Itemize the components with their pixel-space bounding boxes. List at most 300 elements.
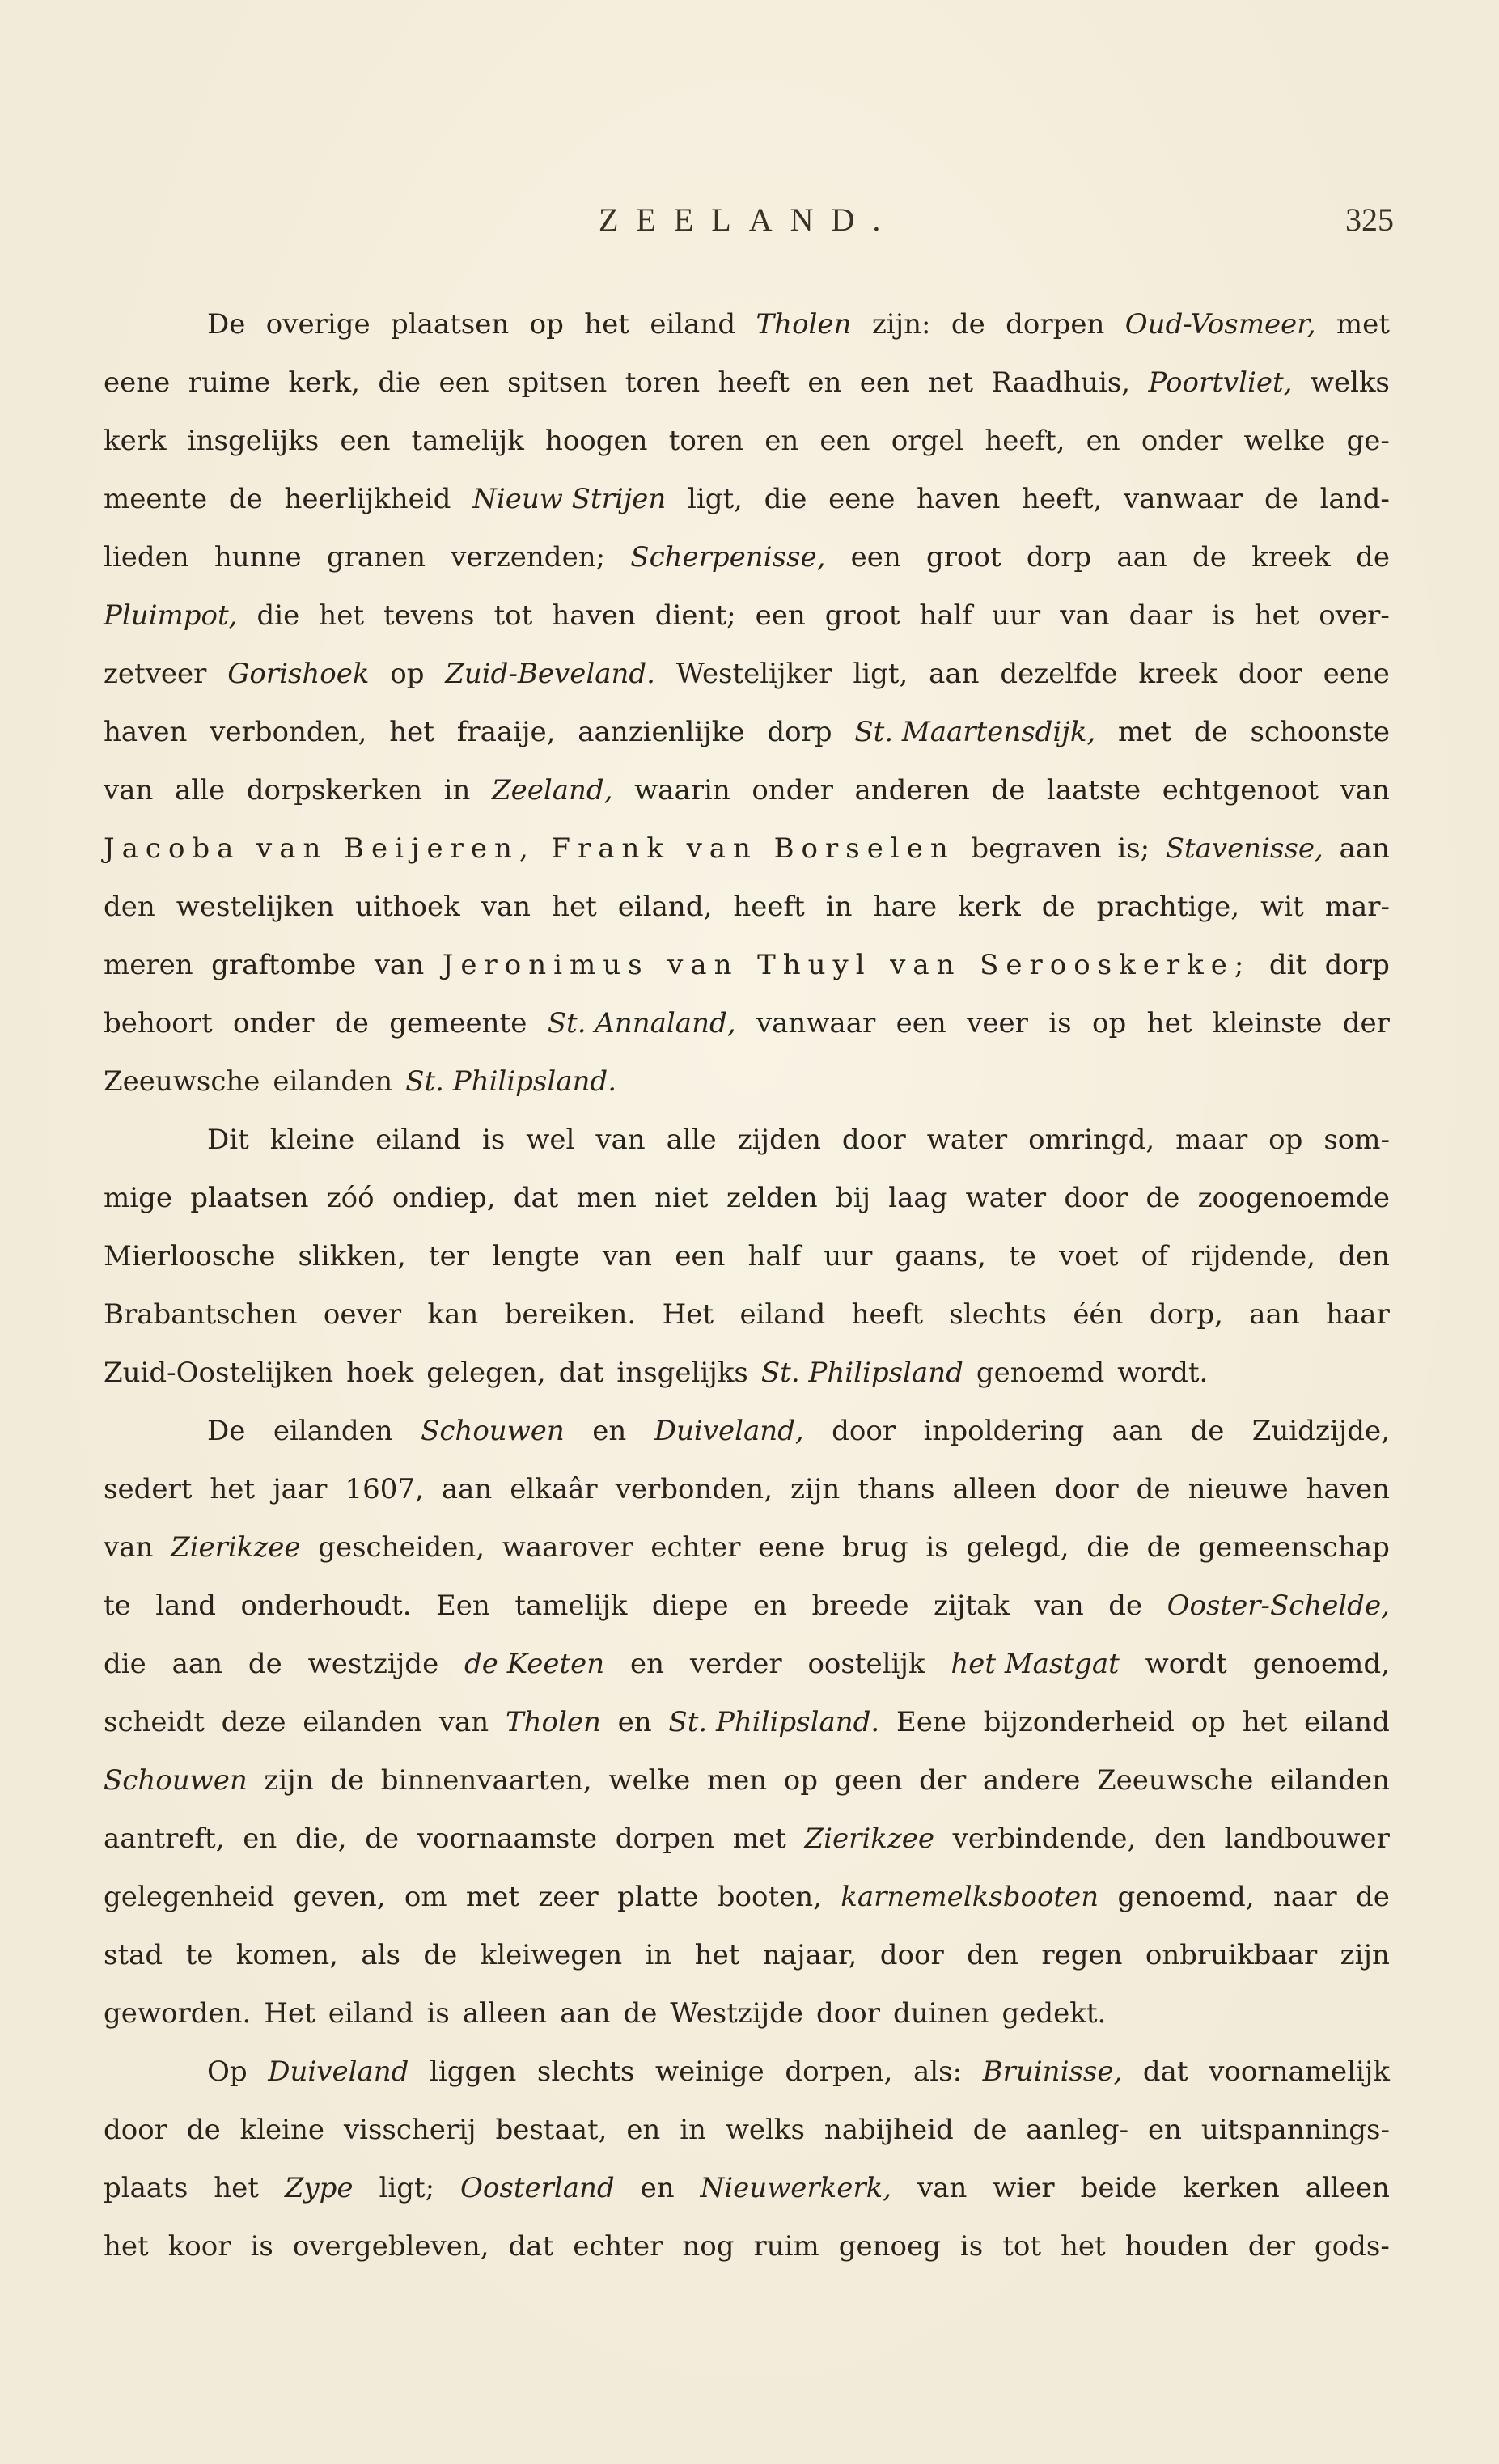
word: brug (842, 1531, 908, 1564)
word: welks (1310, 366, 1390, 399)
word: op (529, 308, 564, 341)
word: ruime (188, 366, 271, 399)
word: genoemd, (1117, 1881, 1255, 1913)
italic-word: Oud-Vosmeer, (1124, 308, 1316, 341)
italic-word: Schouwen (421, 1415, 565, 1447)
word: van (595, 1124, 646, 1156)
word: Zuidzijde, (1251, 1415, 1390, 1447)
italic-word: Zuid-Beveland. (445, 658, 655, 690)
word: eiland (650, 308, 736, 341)
word: ligt, (687, 483, 743, 515)
word: slechts (536, 2055, 635, 2088)
italic-word: Tholen (505, 1706, 601, 1738)
word: uithoek (355, 891, 460, 923)
word: geen (834, 1764, 903, 1797)
word: op (1191, 1706, 1226, 1738)
word: rijdende, (1190, 1240, 1315, 1272)
word: de (1264, 483, 1298, 515)
word: gemeente (389, 1007, 527, 1039)
italic-word: de Keeten (464, 1648, 605, 1680)
word: eene (104, 366, 171, 399)
word: eilanden (1270, 1764, 1390, 1797)
word: eiland (328, 1997, 414, 2030)
word: is (959, 2230, 984, 2263)
word: daar (1128, 599, 1193, 632)
word: de (623, 1997, 658, 2030)
word: van (481, 891, 531, 923)
word: sedert (104, 1473, 193, 1505)
word: Westzijde (670, 1997, 804, 2030)
word: de (1146, 1531, 1181, 1564)
word: regen (1041, 1939, 1123, 1971)
word: alleen (952, 1473, 1037, 1505)
word: bijzonderheid (983, 1706, 1175, 1738)
word: zijn: (871, 308, 931, 341)
word: en (592, 1415, 627, 1447)
word: zoogenoemde (1197, 1182, 1390, 1214)
word: in (825, 891, 853, 923)
word: is (250, 2230, 273, 2263)
word: naar (1272, 1881, 1337, 1913)
word: der (919, 1764, 967, 1797)
word: meente (104, 483, 208, 515)
word: heeft (851, 1298, 924, 1331)
word: eilanden (273, 1415, 393, 1447)
word: tot (493, 599, 533, 632)
word: bereiken. (504, 1298, 637, 1331)
word: de (334, 1007, 369, 1039)
word: 1607, (345, 1473, 424, 1505)
word: en (630, 1648, 665, 1680)
word: dat (508, 2230, 554, 2263)
word: najaar, (762, 1939, 857, 1971)
italic-word: St. Philipsland (760, 1357, 963, 1389)
word: deze (221, 1706, 286, 1738)
word: westzijde (307, 1648, 439, 1680)
word: dat (1142, 2055, 1188, 2088)
word: ruim (753, 2230, 819, 2263)
word: aan (1112, 1415, 1163, 1447)
italic-word: St. Philipsland. (405, 1065, 616, 1098)
text-line (104, 354, 1390, 412)
spaced-name-word: van (256, 832, 328, 865)
word: onbruikbaar (1145, 1939, 1318, 1971)
word: tamelijk (514, 1590, 628, 1622)
text-line (104, 1111, 1390, 1169)
word: en (617, 1706, 652, 1738)
word: aan (171, 1648, 223, 1680)
word: van (1340, 774, 1390, 807)
word: zelden (726, 1182, 818, 1214)
word: die (104, 1648, 146, 1680)
word: der (1247, 2230, 1295, 2263)
word: den (1338, 1240, 1390, 1272)
word: komen, (235, 1939, 338, 1971)
word: dorp (1324, 949, 1390, 981)
word: toren (668, 425, 744, 457)
word: de (365, 1823, 400, 1855)
word: gelegenheid (104, 1881, 275, 1913)
word: overgebleven, (292, 2230, 489, 2263)
word: door (1064, 1182, 1128, 1214)
word: en (243, 1823, 277, 1855)
word: de (1356, 541, 1390, 574)
word: dezelfde (1000, 658, 1118, 690)
word: in (443, 774, 471, 807)
word: alleen (462, 1997, 548, 2030)
word: als (361, 1939, 400, 1971)
text-line (104, 1577, 1390, 1635)
word: eene (1323, 658, 1390, 690)
word: laag (888, 1182, 948, 1214)
word: één (1073, 1298, 1124, 1331)
word: zijn (790, 1473, 841, 1505)
word: het (1061, 2230, 1106, 2263)
word: zijn (1340, 1939, 1390, 1971)
word: van (602, 1240, 653, 1272)
page-number: 325 (1345, 201, 1394, 238)
word: zijn (264, 1764, 314, 1797)
word: voet (1059, 1240, 1119, 1272)
word: dorpen (1006, 308, 1105, 341)
italic-word: Zeeland, (492, 774, 613, 807)
page-header (0, 201, 1499, 249)
word: landbouwer (1224, 1823, 1390, 1855)
word: hoogen (544, 425, 648, 457)
word: anderen (854, 774, 970, 807)
text-line (104, 761, 1390, 819)
word: kerk, (288, 366, 360, 399)
word: als: (913, 2055, 963, 2088)
word: op (390, 658, 425, 690)
word: half (919, 599, 973, 632)
word: die (256, 599, 300, 632)
word: verbindende, (952, 1823, 1137, 1855)
italic-word: Bruinisse, (982, 2055, 1123, 2088)
word: dit (1268, 949, 1307, 981)
word: de (330, 1764, 365, 1797)
word: slechts (949, 1298, 1047, 1331)
word: van (438, 1706, 489, 1738)
word: voornaamste (417, 1823, 598, 1855)
word: heerlijkheid (284, 483, 451, 515)
word: uitspannings- (1200, 2114, 1390, 2146)
spaced-name-word: van (890, 949, 962, 981)
word: hunne (214, 541, 302, 574)
word: gaans, (895, 1240, 986, 1272)
word: Mierloosche (104, 1240, 276, 1272)
word: de (991, 774, 1026, 807)
word: door (832, 1415, 896, 1447)
word: ligt; (379, 2172, 435, 2204)
word: graftombe (211, 949, 357, 981)
word: van (104, 1531, 154, 1564)
word: diepe (651, 1590, 729, 1622)
word: men (576, 1182, 637, 1214)
word: andere (982, 1764, 1081, 1797)
word: is (1212, 599, 1235, 632)
word: het (319, 599, 364, 632)
word: op (1092, 1007, 1127, 1039)
word: lengte (492, 1240, 580, 1272)
text-line (104, 1402, 1390, 1460)
word: eilanden (273, 1065, 393, 1098)
word: het (104, 2230, 149, 2263)
word: den (1154, 1823, 1206, 1855)
word: met (465, 1881, 519, 1913)
word: uur (824, 1240, 873, 1272)
word: het (552, 891, 597, 923)
word: zijtak (934, 1590, 1010, 1622)
word: en (626, 2114, 661, 2146)
word: dat (513, 1182, 559, 1214)
word: de (186, 2114, 221, 2146)
word: heeft, (1022, 483, 1103, 515)
word: Het (662, 1298, 714, 1331)
word: haven (104, 716, 188, 748)
word: het (1242, 1706, 1288, 1738)
word: breede (811, 1590, 909, 1622)
word: gemeenschap (1198, 1531, 1390, 1564)
word: en (1147, 2114, 1182, 2146)
word: zóó (326, 1182, 375, 1214)
word: het (584, 308, 629, 341)
word: gelegd, (966, 1531, 1069, 1564)
spaced-name-word: Jacoba (104, 832, 241, 865)
word: onder (233, 1007, 315, 1039)
word: vanwaar (1124, 483, 1243, 515)
word: aan (929, 658, 980, 690)
spaced-name-word: Borselen (773, 832, 955, 865)
italic-word: Scherpenisse, (630, 541, 826, 574)
word: wordt. (1117, 1357, 1209, 1389)
word: de (972, 2114, 1007, 2146)
word: overige (265, 308, 371, 341)
text-line (104, 936, 1390, 994)
text-line (104, 2101, 1390, 2159)
text-line (104, 878, 1390, 936)
word: de (1136, 1473, 1171, 1505)
spaced-name-word: Jeronimus (442, 949, 650, 981)
word: de (1192, 541, 1226, 574)
word: haven (1306, 1473, 1390, 1505)
word: niet (654, 1182, 709, 1214)
spaced-name-word: Frank (551, 832, 671, 865)
word: dorpskerken (246, 774, 423, 807)
word: zeer (538, 1881, 599, 1913)
word: schoonste (1250, 716, 1390, 748)
word: kan (427, 1298, 479, 1331)
word: het (1254, 599, 1300, 632)
italic-word: Stavenisse, (1165, 832, 1323, 865)
spaced-name-word: van (686, 832, 758, 865)
word: door (1054, 1473, 1119, 1505)
text-line (104, 586, 1390, 645)
word: mige (104, 1182, 172, 1214)
word: heeft, (985, 425, 1065, 457)
word: wordt (1145, 1648, 1227, 1680)
word: met (1336, 308, 1390, 341)
word: beide (1080, 2172, 1158, 2204)
word: is; (1117, 832, 1150, 865)
text-line (104, 2217, 1390, 2276)
word: is (1048, 1007, 1072, 1039)
word: houden (1124, 2230, 1229, 2263)
word: om (404, 1881, 447, 1913)
spaced-name-word: Serooskerke; (980, 949, 1251, 981)
word: het (1146, 1007, 1192, 1039)
word: oever (323, 1298, 402, 1331)
word: wel (526, 1124, 575, 1156)
word: lieden (104, 541, 189, 574)
word: Brabantschen (104, 1298, 298, 1331)
word: en (1086, 425, 1120, 457)
word: tot (1002, 2230, 1042, 2263)
word: onder (752, 774, 833, 807)
word: de (1193, 716, 1228, 748)
word: gelegen, (426, 1357, 546, 1389)
italic-word: Gorishoek (227, 658, 370, 690)
word: door (1238, 658, 1302, 690)
italic-word: Oosterland (460, 2172, 615, 2204)
word: scheidt (104, 1706, 205, 1738)
word: geven, (293, 1881, 386, 1913)
word: koor (167, 2230, 231, 2263)
word: welke (1243, 425, 1326, 457)
word: waarin (634, 774, 730, 807)
word: van (374, 949, 425, 981)
word: Zeeuwsche (1097, 1764, 1254, 1797)
word: het (210, 1473, 256, 1505)
text-line (104, 703, 1390, 761)
word: genoemd, (1252, 1648, 1390, 1680)
text-line (104, 819, 1390, 878)
word: tamelijk (411, 425, 524, 457)
word: begraven (971, 832, 1102, 865)
word: dorp, (1149, 1298, 1223, 1331)
word: door (104, 2114, 167, 2146)
text-line (104, 1693, 1390, 1751)
word: de (951, 308, 985, 341)
word: van (1034, 1590, 1084, 1622)
text-line (104, 412, 1390, 470)
word: die (378, 366, 421, 399)
word: de (423, 1939, 458, 1971)
word: uur (992, 599, 1041, 632)
word: nog (682, 2230, 735, 2263)
word: De (207, 1415, 246, 1447)
italic-word: St. Philipsland. (668, 1706, 880, 1738)
word: genoemd (976, 1357, 1105, 1389)
word: ge- (1346, 425, 1390, 457)
word: hare (873, 891, 938, 923)
word: orgel (891, 425, 964, 457)
word: water (926, 1124, 1008, 1156)
word: Zeeuwsche (104, 1065, 260, 1098)
word: ondiep, (392, 1182, 496, 1214)
word: eene (758, 1531, 825, 1564)
word: aantreft, (104, 1823, 225, 1855)
word: het (389, 716, 434, 748)
word: is (925, 1531, 949, 1564)
italic-word: Zierikzee (171, 1531, 301, 1564)
word: net (928, 366, 974, 399)
word: haar (1326, 1298, 1390, 1331)
word: kerken (1183, 2172, 1280, 2204)
word: groot (926, 541, 1001, 574)
word: een (755, 599, 806, 632)
text-line (104, 1169, 1390, 1227)
word: met (732, 1823, 786, 1855)
word: jaar (273, 1473, 328, 1505)
text-line (104, 470, 1390, 528)
word: dorp (767, 716, 832, 748)
word: booten, (717, 1881, 822, 1913)
text-line (104, 994, 1390, 1052)
word: die (764, 483, 807, 515)
word: kleinste (1212, 1007, 1323, 1039)
word: door (816, 1997, 880, 2030)
text-line (104, 2043, 1390, 2101)
word: plaatsen (190, 1182, 309, 1214)
word: platte (617, 1881, 699, 1913)
word: Eene (896, 1706, 967, 1738)
word: en (640, 2172, 675, 2204)
word: binnenvaarten, (380, 1764, 592, 1797)
text-line (104, 1868, 1390, 1926)
word: haven (917, 483, 1001, 515)
word: Dit (207, 1124, 249, 1156)
word: te (185, 1939, 214, 1971)
word: liggen (430, 2055, 517, 2088)
word: groot (824, 599, 900, 632)
word: duinen (893, 1997, 989, 2030)
word: Westelijker (675, 658, 832, 690)
word: onderhoudt. (240, 1590, 412, 1622)
body-text (104, 295, 1390, 2276)
word: een (675, 1240, 726, 1272)
word: kreek (1138, 658, 1218, 690)
text-line (104, 1518, 1390, 1577)
word: plaats (104, 2172, 188, 2204)
word: ter (428, 1240, 469, 1272)
word: zetveer (104, 658, 207, 690)
word: land (155, 1590, 217, 1622)
word: land- (1319, 483, 1390, 515)
italic-word: karnemelksbooten (841, 1881, 1099, 1913)
word: inpoldering (923, 1415, 1085, 1447)
word: de (1108, 1590, 1143, 1622)
word: Op (207, 2055, 248, 2088)
word: prachtige, (1096, 891, 1240, 923)
text-line (104, 1635, 1390, 1693)
word: de (1190, 1415, 1225, 1447)
word: aan (1249, 1298, 1300, 1331)
word: in (680, 2114, 706, 2146)
text-line (104, 295, 1390, 354)
word: de (248, 1648, 282, 1680)
word: insgelijks (187, 425, 320, 457)
word: waarover (502, 1531, 633, 1564)
word: welke (608, 1764, 691, 1797)
italic-word: Zierikzee (804, 1823, 934, 1855)
spaced-name-word: Beijeren, (344, 832, 536, 865)
word: kerk (958, 891, 1021, 923)
word: een (896, 1007, 946, 1039)
italic-word: Poortvliet, (1148, 366, 1293, 399)
word: eilanden (303, 1706, 423, 1738)
italic-word: Zype (284, 2172, 354, 2204)
